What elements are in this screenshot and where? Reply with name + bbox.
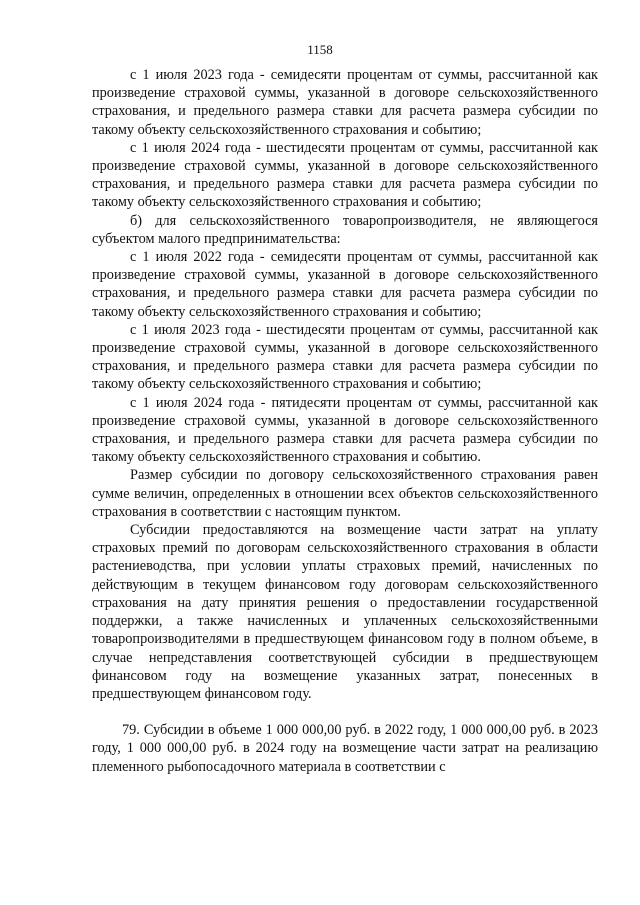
paragraph: с 1 июля 2022 года - семидесяти процентам от суммы, рассчитанной как произведение страховой суммы, указанной в договоре сельскохозяйственного страхования, и предельного размера ставки для расчета размера субсидии по такому объекту сельскохозяйственного страхования и событию; <box>92 249 598 320</box>
paragraph: с 1 июля 2023 года - семидесяти процентам от суммы, рассчитанной как произведение страховой суммы, указанной в договоре сельскохозяйственного страхования, и предельного размера ставки для расчета размера субсидии по такому объекту сельскохозяйственного страхования и событию; <box>92 67 598 138</box>
paragraph: с 1 июля 2023 года - шестидесяти процентам от суммы, рассчитанной как произведение страховой суммы, указанной в договоре сельскохозяйственного страхования, и предельного размера ставки для расчета размера субсидии по такому объекту сельскохозяйственного страхования и событию; <box>92 321 598 393</box>
paragraph: Субсидии предоставляются на возмещение части затрат на уплату страховых премий по договорам сельскохозяйственного страхования в области растениеводства, при условии уплаты страховых премий, начисленных по действующим в текущем финансовом году договорам сельскохозяйственного страхования на дату принятия решения о предоставлении государственной поддержки, а также начисленных и уплаченных сельскохозяйственными товаропроизводителями в предшествующем финансовом году в полном объеме, в случае непредставления соответствующей субсидии в предшествующем финансовом году на возмещение указанных затрат, понесенных в предшествующем финансовом году. <box>92 522 598 702</box>
document-body <box>92 66 598 776</box>
paragraph: с 1 июля 2024 года - пятидесяти процентам от суммы, рассчитанной как произведение страховой суммы, указанной в договоре сельскохозяйственного страхования, и предельного размера ставки для расчета размера субсидии по такому объекту сельскохозяйственного страхования и событию. <box>92 394 598 466</box>
item-79-paragraph: 79. Субсидии в объеме 1 000 000,00 руб. в 2022 году, 1 000 000,00 руб. в 2023 году, 1 000 000,00 руб. в 2024 году на возмещение части затрат на реализацию племенного рыбопосадочного материала в соответствии с <box>92 722 598 775</box>
page-number: 1158 <box>307 42 333 57</box>
paragraph: с 1 июля 2024 года - шестидесяти процентам от суммы, рассчитанной как произведение страховой суммы, указанной в договоре сельскохозяйственного страхования, и предельного размера ставки для расчета размера субсидии по такому объекту сельскохозяйственного страхования и событию; <box>92 139 598 211</box>
paragraph: Размер субсидии по договору сельскохозяйственного страхования равен сумме величин, определенных в отношении всех объектов сельскохозяйственного страхования в соответствии с настоящим пунктом. <box>92 467 598 520</box>
paragraph: б) для сельскохозяйственного товаропроизводителя, не являющегося субъектом малого предпринимательства: <box>92 212 598 247</box>
